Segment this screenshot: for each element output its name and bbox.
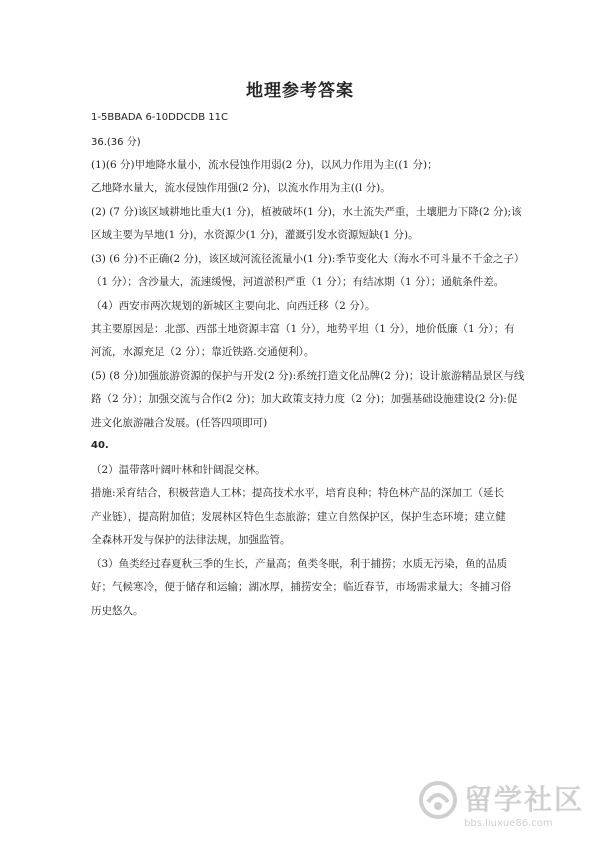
answer-line: （3）鱼类经过春夏秋三季的生长，产量高；鱼类冬眠，利于捕捞；水质无污染，鱼的品质 [91, 558, 508, 570]
answer-line: (5) (8 分)加强旅游资源的保护与开发(2 分):系统打造文化品牌(2 分)；设计旅游精品景区与线 [91, 370, 525, 382]
watermark-text: 留学社区 [464, 783, 585, 816]
answer-line: (1)(6 分)甲地降水量小，流水侵蚀作用弱(2 分)，以风力作用为主((1 分)； [91, 159, 438, 171]
answer-line: (3) (6 分)不正确(2 分)，该区域河流径流量小(1 分):季节变化大（海水不可斗量不千金之子） [91, 253, 525, 265]
watermark [418, 776, 588, 838]
answer-line: 措施:采育结合，积极营造人工林；提高技术水平，培育良种；特色林产品的深加工（延长 [91, 487, 505, 499]
answer-line: 区域主要为旱地(1 分)，水资源少(1 分)，灌溉引发水资源短缺(1 分)。 [91, 229, 419, 241]
answer-line: 其主要原因是：北部、西部土地资源丰富（1 分），地势平坦（1 分），地价低廉（1 分）；有 [91, 323, 515, 335]
question-40-heading: 40. [91, 440, 109, 451]
question-36-heading: 36.(36 分) [91, 137, 141, 148]
answer-line: 产业链），提高附加值；发展林区特色生态旅游；建立自然保护区，保护生态环境；建立健 [91, 511, 506, 523]
answer-line: （4）西安市两次规划的新城区主要向北、向西迁移（2 分）。 [91, 300, 376, 312]
answer-line: 全森林开发与保护的法律法规，加强监管。 [91, 534, 291, 546]
answer-line-mc: 1-5BBADA 6-10DDCDB 11C [91, 112, 228, 123]
answer-line: 历史悠久。 [91, 605, 144, 617]
answer-line: 好；气候寒冷，便于储存和运输；湖冰厚，捕捞安全；临近春节，市场需求量大；冬捕习俗 [91, 581, 511, 593]
answer-line: 乙地降水量大，流水侵蚀作用强(2 分)，以流水作用为主((l 分)。 [91, 182, 391, 194]
answer-line: （1 分）；含沙量大，流速缓慢，河道淤积严重（1 分）；有结冰期（1 分）；通航条件差。 [91, 276, 505, 288]
answer-line: 路（2 分）；加强交流与合作(2 分)；加大政策支持力度（2 分)；加强基础设施建设(2 分):促 [91, 393, 518, 405]
answer-line: 河流，水源充足（2 分）；靠近铁路.交通便利）。 [91, 346, 315, 358]
answer-line: (2) (7 分)该区域耕地比重大(1 分)，植被破坏(1 分)，水土流失严重，土壤肥力下降(2 分);该 [91, 206, 522, 218]
watermark-logo-icon [418, 780, 458, 820]
answer-line: 进文化旅游融合发展。(任答四项即可) [91, 417, 268, 429]
page-title: 地理参考答案 [246, 81, 354, 101]
answer-line: （2）温带落叶阔叶林和针阔混交林。 [91, 464, 266, 476]
watermark-url: bbs.liuxue86.com [464, 818, 553, 829]
